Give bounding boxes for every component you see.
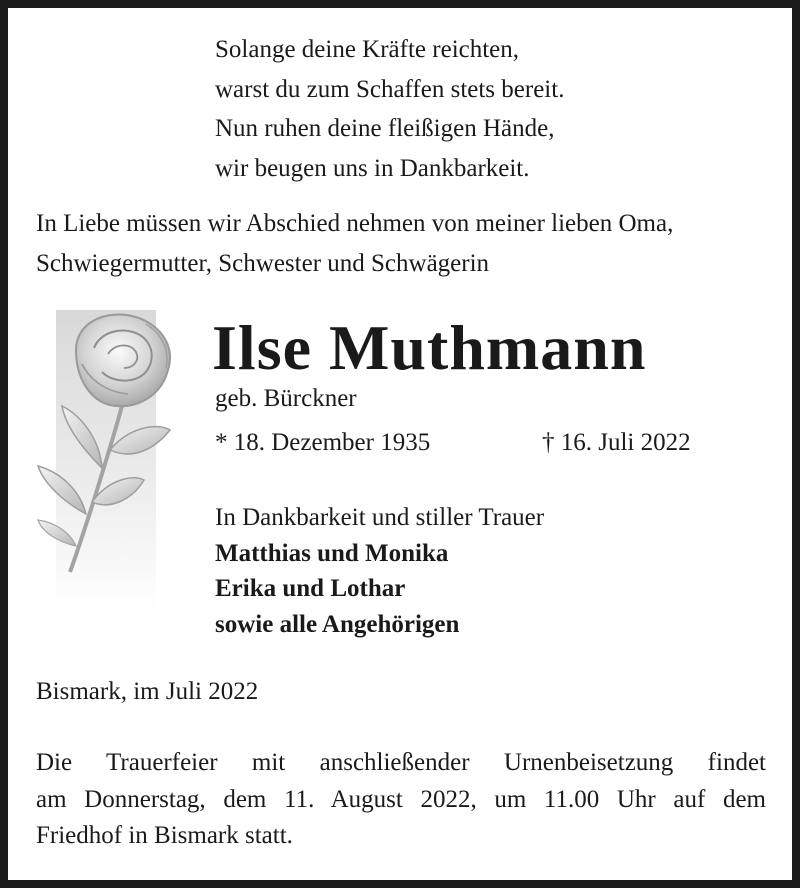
mourner-name: Erika und Lothar	[215, 575, 406, 602]
service-line: Die Trauerfeier mit anschließender Urnenbeisetzung findet	[36, 749, 766, 776]
place-and-date: Bismark, im Juli 2022	[36, 678, 259, 705]
intro-line: Schwiegermutter, Schwester und Schwägerin	[36, 250, 490, 277]
intro-line: In Liebe müssen wir Abschied nehmen von meiner lieben Oma,	[36, 210, 674, 237]
poem-line: wir beugen uns in Dankbarkeit.	[215, 154, 530, 182]
maiden-name: geb. Bürckner	[215, 385, 357, 412]
poem-line: warst du zum Schaffen stets bereit.	[215, 75, 565, 103]
poem-line: Nun ruhen deine fleißigen Hände,	[215, 115, 555, 142]
deceased-name: Ilse Muthmann	[212, 312, 647, 383]
birth-date: * 18. Dezember 1935	[215, 429, 431, 456]
service-line: am Donnerstag, dem 11. August 2022, um 11.00 Uhr auf dem	[36, 785, 766, 813]
service-line: Friedhof in Bismark statt.	[36, 822, 293, 849]
mourners-intro: In Dankbarkeit und stiller Trauer	[215, 504, 545, 531]
poem-line: Solange deine Kräfte reichten,	[215, 36, 520, 63]
mourner-name: sowie alle Angehörigen	[215, 610, 460, 638]
death-date: † 16. Juli 2022	[542, 429, 691, 456]
mourner-name: Matthias und Monika	[215, 539, 449, 567]
